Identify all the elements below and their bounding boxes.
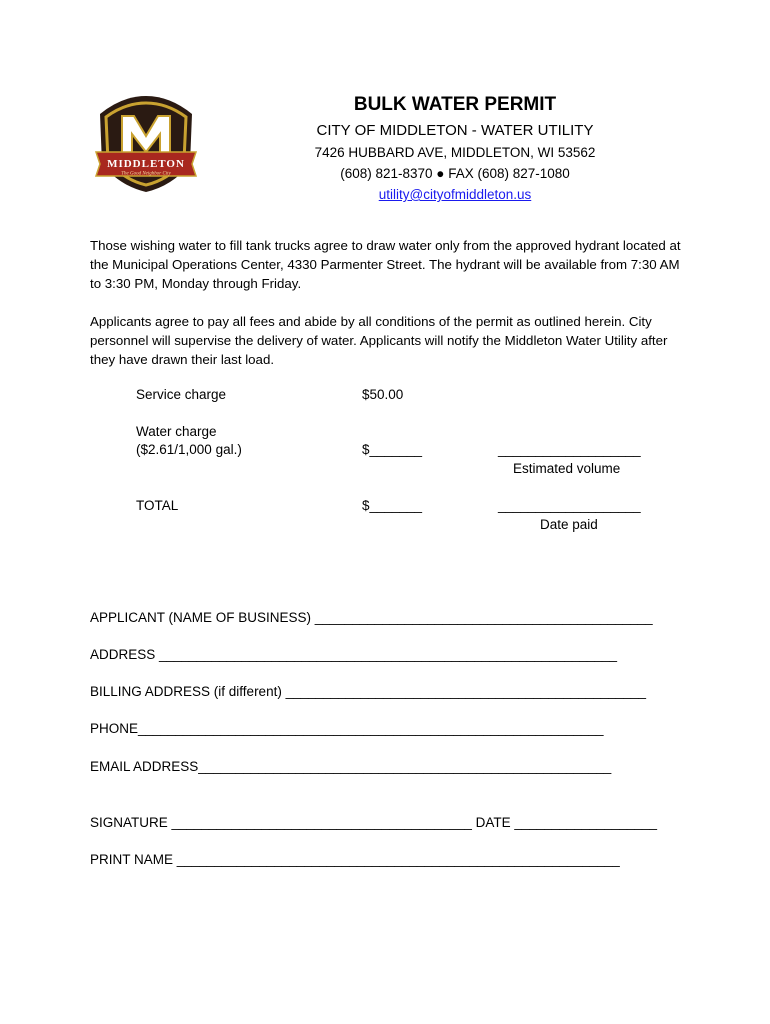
org-address: 7426 HUBBARD AVE, MIDDLETON, WI 53562 [314, 145, 596, 160]
signature-date-field[interactable]: SIGNATURE ________________________________________ DATE ___________________ [90, 815, 657, 830]
billing-address-field[interactable]: BILLING ADDRESS (if different) ________________________________________________ [90, 684, 646, 699]
document-title: BULK WATER PERMIT [353, 94, 557, 115]
water-charge-label: Water charge [136, 424, 217, 439]
water-charge-amount-field[interactable]: $_______ [362, 442, 423, 457]
service-charge-label: Service charge [136, 387, 227, 402]
phone-field[interactable]: PHONE______________________________________________________________ [90, 721, 604, 736]
logo-name-text: MIDDLETON [107, 158, 185, 170]
service-charge-amount: $50.00 [362, 387, 404, 402]
address-field[interactable]: ADDRESS _____________________________________________________________ [90, 647, 618, 662]
estimated-volume-field[interactable]: ___________________ [498, 442, 641, 457]
logo-motto-text: The Good Neighbor City [121, 171, 171, 177]
org-name: CITY OF MIDDLETON - WATER UTILITY [316, 122, 594, 139]
email-link[interactable]: utility@cityofmiddleton.us [378, 187, 532, 202]
estimated-volume-caption: Estimated volume [513, 461, 621, 476]
date-paid-caption: Date paid [540, 517, 598, 532]
paragraph-hydrant: Those wishing water to fill tank trucks agree to draw water only from the approved hydrant located at the Municipal Operations Center, 4330 Parmenter Street. The hydrant will be available from 7:30 AM to 3:30 PM, Monday through Friday. [90, 238, 681, 291]
total-label: TOTAL [136, 498, 179, 513]
date-paid-field[interactable]: ___________________ [498, 498, 641, 513]
water-charge-rate: ($2.61/1,000 gal.) [136, 442, 242, 457]
applicant-field[interactable]: APPLICANT (NAME OF BUSINESS) _____________________________________________ [90, 610, 653, 625]
total-amount-field[interactable]: $_______ [362, 498, 423, 513]
print-name-field[interactable]: PRINT NAME ___________________________________________________________ [90, 852, 620, 867]
email-field[interactable]: EMAIL ADDRESS_______________________________________________________ [90, 759, 612, 774]
org-phone-fax: (608) 821-8370 ● FAX (608) 827-1080 [340, 166, 570, 181]
paragraph-conditions: Applicants agree to pay all fees and abide by all conditions of the permit as outlined herein. City personnel will supervise the delivery of water. Applicants will notify the Middleton Water Utility after they have drawn their last load. [90, 314, 668, 367]
